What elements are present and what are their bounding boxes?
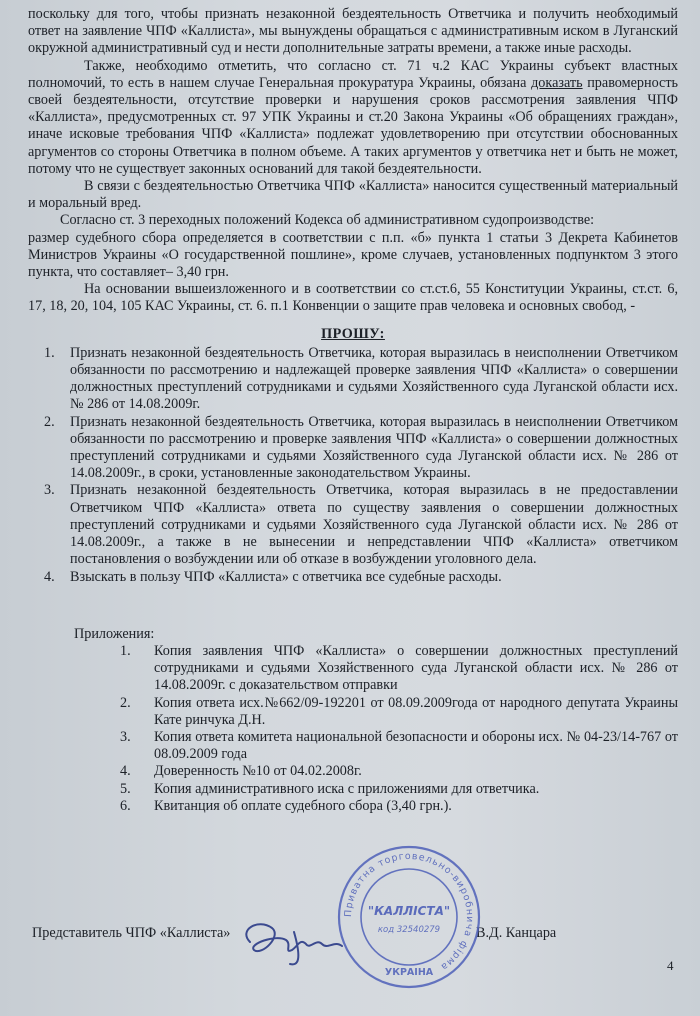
seal-center-text: "КАЛЛІСТА" [367,904,451,918]
request-item: 4. Взыскать в пользу ЧПФ «Каллиста» с ответчика все судебные расходы. [44,568,502,585]
paragraph-legal-basis: На основании вышеизложенного и в соответствии со ст.ст.6, 55 Конституции Украины, ст.ст. 6, 17, 18, 20, 104, 105 КАС Украины, ст. 6. п.1 Конвенции о защите прав человека и основных свобод, - [28,281,678,315]
annex-title: Приложения: [74,625,155,642]
seal-ring-text: Приватна торговельно-виробнича фірма [342,850,476,973]
request-item: 2. Признать незаконной бездеятельность Ответчика, которая выразилась в неисполнении Ответчиком обязанности по рассмотрению и проверке заявления ЧПФ «Каллиста» о совершении должностных преступлений сотрудниками и судьями Хозяйственного суда Луганской области исх. № 286 от 14.08.2009г., в сроки, установленные законодательством Украины. [44,413,678,482]
annex-list [28,643,678,815]
annex-item: 4. Доверенность №10 от 04.02.2008г. [120,763,362,780]
representative-name: В.Д. Канцара [476,925,557,941]
request-heading: ПРОШУ: [321,325,385,342]
document-body [28,6,678,815]
paragraph-damage: В связи с бездеятельностью Ответчика ЧПФ «Каллиста» наносится существенный материальный и моральный вред. [28,178,678,212]
seal-code-text: код 32540279 [377,925,441,935]
annex-item: 1. Копия заявления ЧПФ «Каллиста» о совершении должностных преступлений сотрудниками и судьями Хозяйственного суда Луганской области исх. № 286 от 14.08.2009г. с доказательством отправки [120,642,678,694]
annex-item: 6. Квитанция об оплате судебного сбора (3,40 грн.). [120,797,452,814]
paragraph-costs: поскольку для того, чтобы признать незаконной бездеятельность Ответчика и получить необходимый ответ на заявление ЧПФ «Каллиста», мы вынуждены обращаться с административным иском в Луганский окружной административный суд и нести дополнительные затраты времени, а также иные расходы. [28,6,678,57]
request-list [28,345,678,586]
annex-item: 5. Копия административного иска с приложениями для ответчика. [120,780,540,797]
request-item: 3. Признать незаконной бездеятельность Ответчика, которая выразилась в не предоставлении Ответчиком ЧПФ «Каллиста» ответа по существу заявления о совершении должностных преступлений сотрудниками и судьями Хозяйственного суда Луганской области исх. № 286 от 14.08.2009г., а также в не вынесении и непредставлении ЧПФ «Каллиста» ответчиком постановления о возбуждении или об отказе в возбуждении уголовного дела. [44,482,678,568]
company-seal [334,842,484,992]
paragraph-transitional: Согласно ст. 3 переходных положений Кодекса об административном судопроизводстве: [60,212,595,229]
seal-bottom-text: УКРАЇНА [384,967,434,978]
paragraph-burden-of-proof: Также, необходимо отметить, что согласно ст. 71 ч.2 КАС Украины субъект властных полномочий, то есть в нашем случае Генеральная прокуратура Украины, обязана доказать правомерность своей бездеятельности, отсутствие проверки и нарушения сроков рассмотрения заявления ЧПФ «Каллиста», предусмотренных ст. 97 УПК Украины и ст.20 Закона Украины «Об обращениях граждан», иначе исковые требования ЧПФ «Каллиста» подлежат удовлетворению при отсутствии обоснованных аргументов со стороны Ответчика в полном объеме. А таких аргументов у ответчика нет и быть не может, потому что не существует законных оснований для такой бездеятельности. [28,57,678,177]
page-number: 4 [667,958,674,973]
representative-label: Представитель ЧПФ «Каллиста» [32,925,231,941]
underlined-word: доказать [531,74,583,91]
paragraph-court-fee: размер судебного сбора определяется в соответствии с п.п. «б» пункта 1 статьи 3 Декрета Кабинетов Министров Украины «О государственной пошлине», кроме случаев, установленных подпунктом 3 этого пункта, что составляет– 3,40 грн. [28,229,678,281]
annex-item: 2. Копия ответа исх.№662/09-192201 от 08.09.2009года от народного депутата Украины Кате ринчука Д.Н. [120,694,678,728]
request-item: 1. Признать незаконной бездеятельность Ответчика, которая выразилась в неисполнении Ответчиком обязанности по рассмотрению и надлежащей проверке заявления ЧПФ «Каллиста» о совершении должностных преступлений сотрудниками и судьями Хозяйственного суда Луганской области исх. № 286 от 14.08.2009г. [44,344,678,413]
annex-item: 3. Копия ответа комитета национальной безопасности и обороны исх. № 04-23/14-767 от 08.09.2009 года [120,728,678,763]
